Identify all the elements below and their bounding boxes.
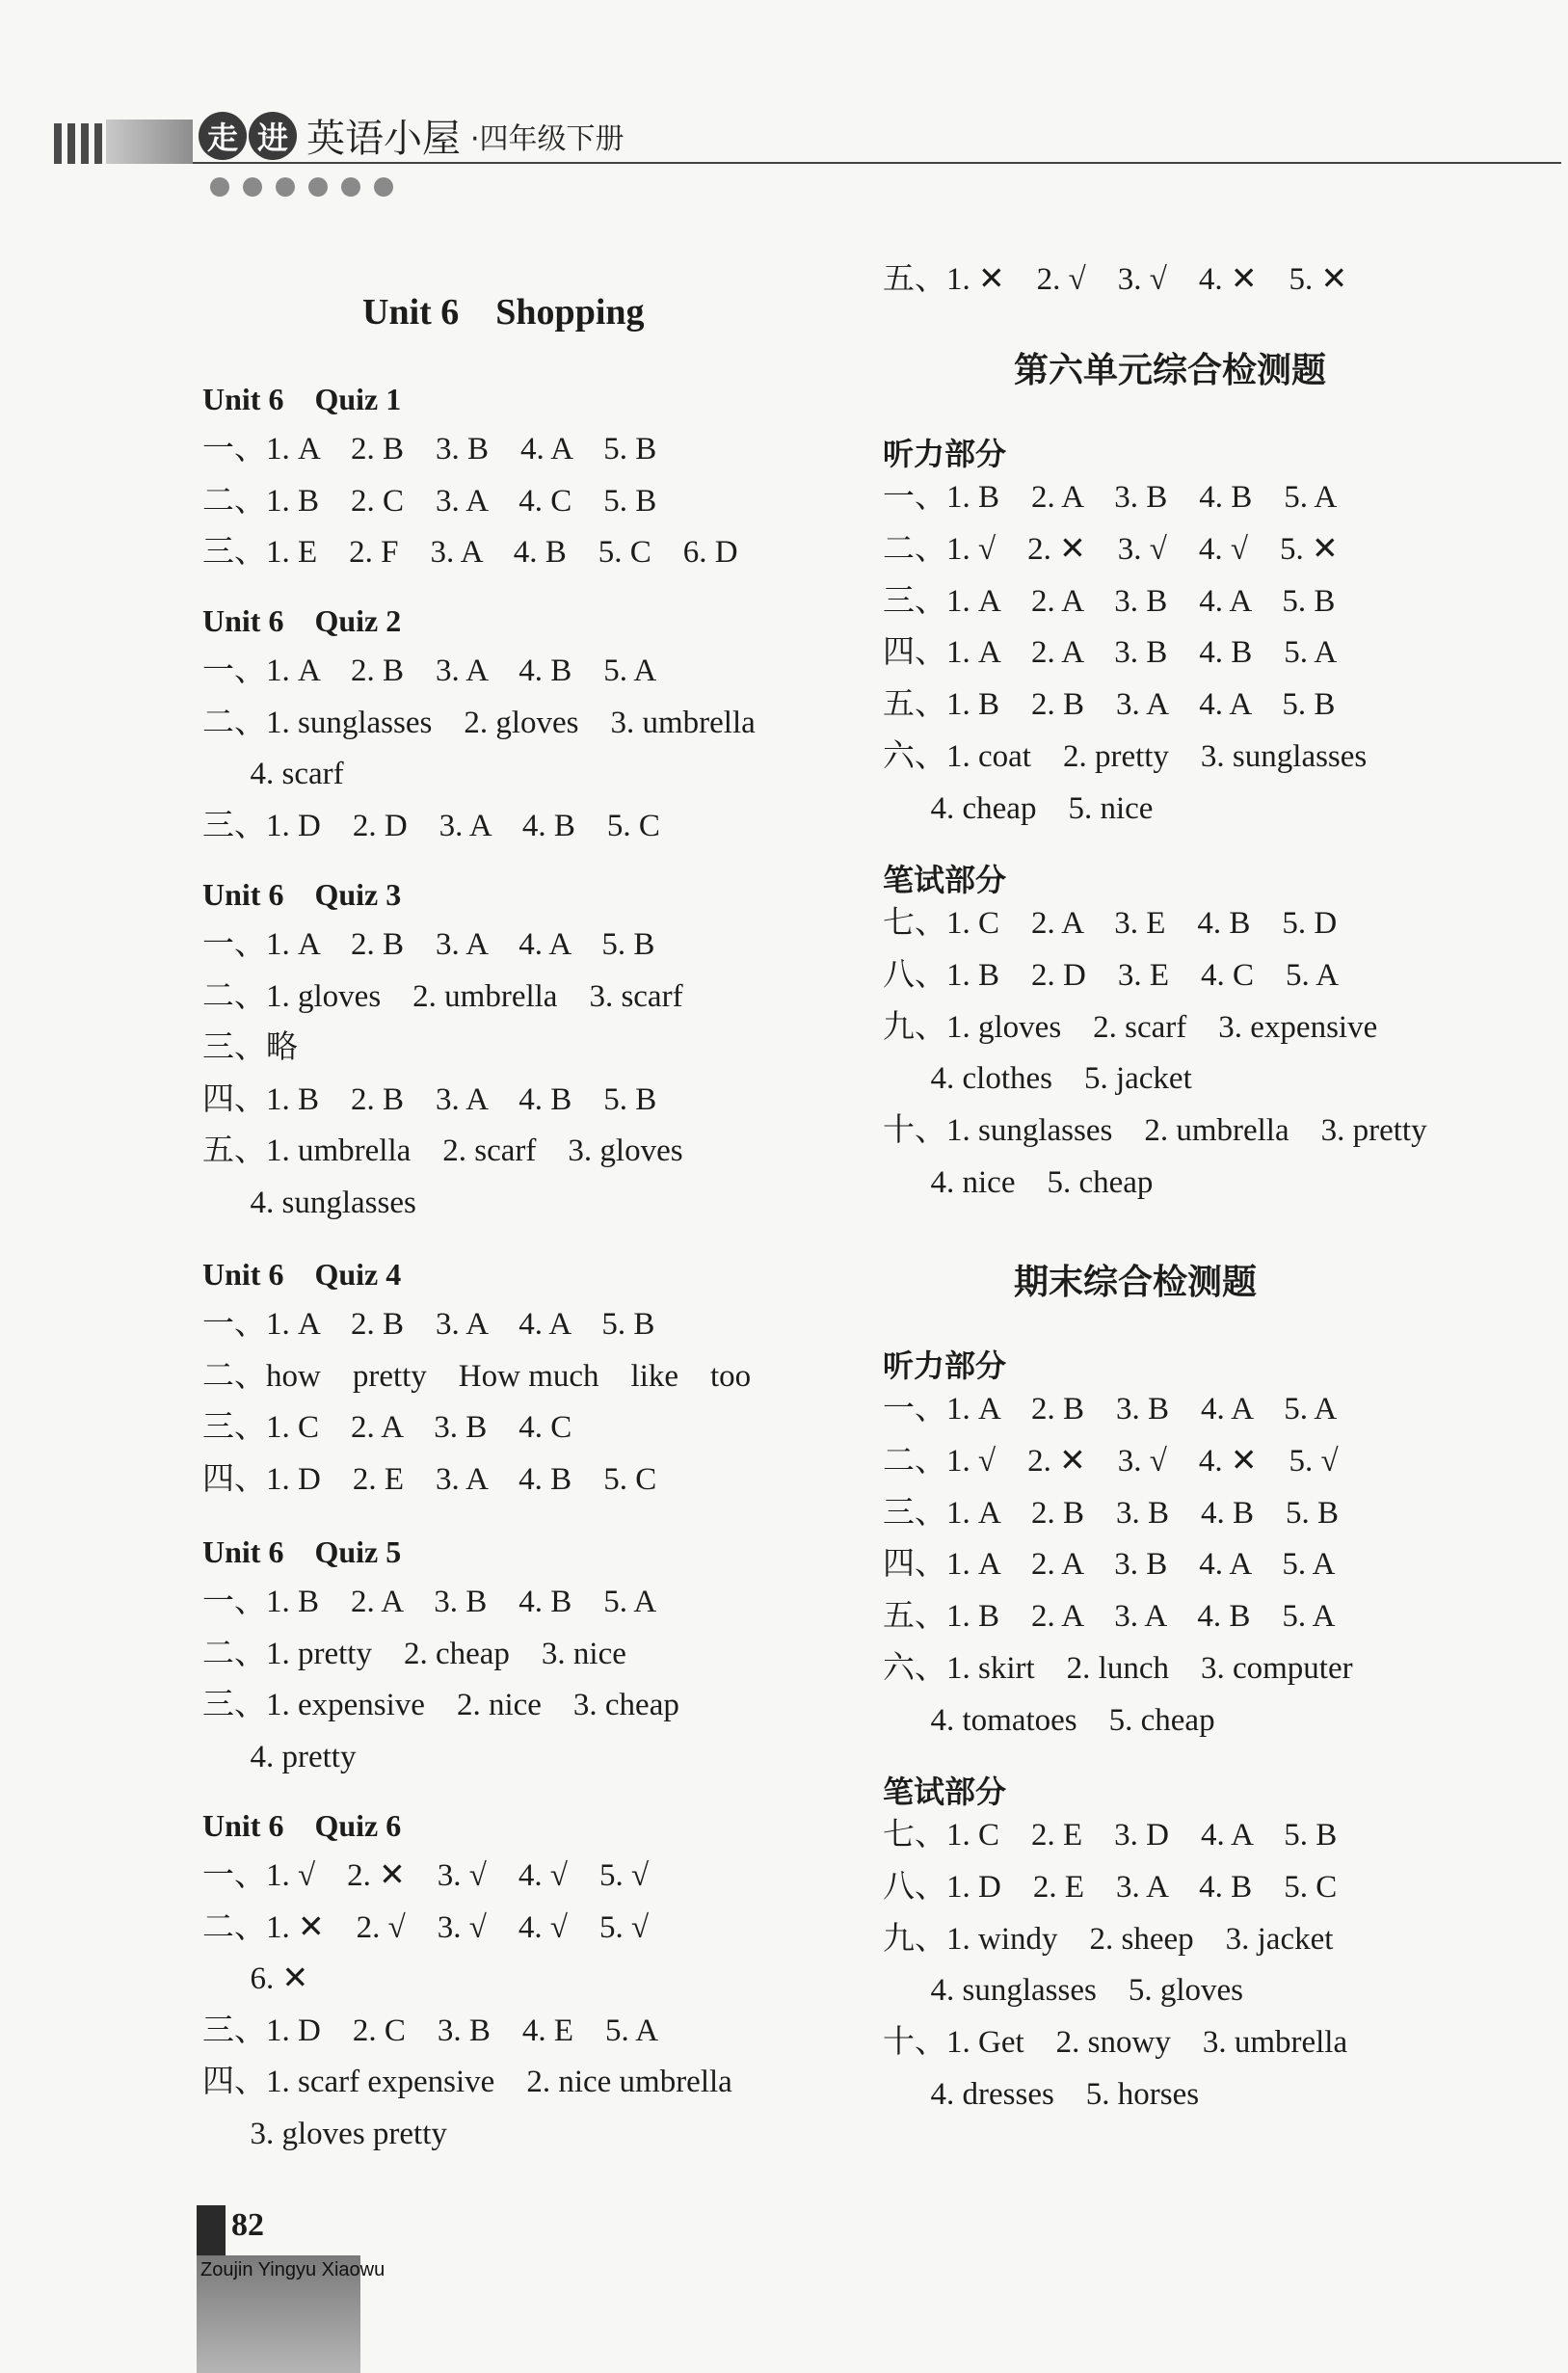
answer-line: 三、略 <box>202 1030 298 1065</box>
answer-line: 六、1. skirt 2. lunch 3. computer <box>883 1651 1353 1686</box>
answer-line: 三、1. C 2. A 3. B 4. C <box>202 1410 572 1445</box>
section-title: 期末综合检测题 <box>1014 1263 1258 1302</box>
answer-line: 4. pretty <box>202 1739 357 1774</box>
answer-line: 4. dresses 5. horses <box>883 2077 1200 2112</box>
answer-line: 四、1. A 2. A 3. B 4. A 5. A <box>883 1547 1336 1583</box>
answer-line: 三、1. E 2. F 3. A 4. B 5. C 6. D <box>202 535 738 570</box>
answer-line: 四、1. D 2. E 3. A 4. B 5. C <box>202 1461 657 1497</box>
answer-line: 十、1. Get 2. snowy 3. umbrella <box>883 2025 1348 2061</box>
section-title: 第六单元综合检测题 <box>1014 351 1327 390</box>
header-dots <box>210 177 393 197</box>
quiz-title: Unit 6 Quiz 4 <box>202 1257 402 1292</box>
answer-line: 三、1. D 2. C 3. B 4. E 5. A <box>202 2013 659 2048</box>
answer-line: 4. cheap 5. nice <box>883 790 1154 826</box>
answer-line: 3. gloves pretty <box>202 2116 447 2151</box>
logo-char-1: 走 <box>199 112 247 160</box>
answer-line: 4. clothes 5. jacket <box>883 1061 1192 1097</box>
answer-line: 四、1. B 2. B 3. A 4. B 5. B <box>202 1081 657 1117</box>
answer-line: 4. sunglasses 5. gloves <box>883 1973 1243 2009</box>
footer-publisher: Zoujin Yingyu Xiaowu <box>200 2259 385 2280</box>
answer-line: 4. sunglasses <box>202 1185 416 1220</box>
answer-line: 一、1. A 2. B 3. B 4. A 5. B <box>202 432 657 467</box>
answer-line: 三、1. A 2. A 3. B 4. A 5. B <box>883 583 1336 619</box>
quiz-title: Unit 6 Quiz 5 <box>202 1534 402 1569</box>
answer-line: 七、1. C 2. A 3. E 4. B 5. D <box>883 906 1338 941</box>
header-bar <box>106 120 193 164</box>
logo-char-2: 进 <box>249 112 297 160</box>
quiz-title: Unit 6 Quiz 6 <box>202 1808 402 1843</box>
answer-line: 十、1. sunglasses 2. umbrella 3. pretty <box>883 1113 1427 1149</box>
answer-line: 二、1. ✕ 2. √ 3. √ 4. √ 5. √ <box>202 1909 650 1945</box>
answer-line: 九、1. windy 2. sheep 3. jacket <box>883 1921 1334 1957</box>
answer-line: 二、how pretty How much like too <box>202 1358 752 1394</box>
answer-line: 四、1. A 2. A 3. B 4. B 5. A <box>883 635 1338 671</box>
quiz-title: Unit 6 Quiz 1 <box>202 382 402 416</box>
answer-line: 6. ✕ <box>202 1961 309 1996</box>
answer-line: 四、1. scarf expensive 2. nice umbrella <box>202 2065 732 2099</box>
answer-line: 一、1. B 2. A 3. B 4. B 5. A <box>202 1585 657 1619</box>
quiz-title: Unit 6 Quiz 2 <box>202 603 402 638</box>
page-number: 82 <box>231 2207 264 2243</box>
answer-line: 二、1. √ 2. ✕ 3. √ 4. √ 5. ✕ <box>883 531 1339 567</box>
answer-line: 七、1. C 2. E 3. D 4. A 5. B <box>883 1818 1338 1853</box>
part-title: 听力部分 <box>883 1347 1007 1384</box>
answer-line: 二、1. pretty 2. cheap 3. nice <box>202 1636 626 1671</box>
page-number-marker <box>197 2205 226 2255</box>
book-grade: ·四年级下册 <box>470 121 625 156</box>
answer-line: 三、1. expensive 2. nice 3. cheap <box>202 1688 679 1722</box>
answer-line: 二、1. √ 2. ✕ 3. √ 4. ✕ 5. √ <box>883 1443 1339 1479</box>
answer-line: 4. tomatoes 5. cheap <box>883 1702 1215 1738</box>
answer-line: 八、1. B 2. D 3. E 4. C 5. A <box>883 957 1340 993</box>
answer-line: 一、1. B 2. A 3. B 4. B 5. A <box>883 480 1338 515</box>
answer-line: 五、1. B 2. A 3. A 4. B 5. A <box>883 1599 1336 1635</box>
quiz-title: Unit 6 Quiz 3 <box>202 877 402 912</box>
answer-line: 九、1. gloves 2. scarf 3. expensive <box>883 1009 1378 1045</box>
answer-line: 六、1. coat 2. pretty 3. sunglasses <box>883 739 1368 774</box>
answer-line: 4. scarf <box>202 757 344 791</box>
answer-line: 五、1. B 2. B 3. A 4. A 5. B <box>883 687 1336 723</box>
answer-line: 一、1. A 2. B 3. B 4. A 5. A <box>883 1392 1338 1426</box>
answer-line: 五、1. umbrella 2. scarf 3. gloves <box>202 1133 683 1168</box>
answer-line: 五、1. ✕ 2. √ 3. √ 4. ✕ 5. ✕ <box>883 262 1348 297</box>
book-name: 英语小屋 <box>306 117 461 161</box>
answer-line: 一、1. √ 2. ✕ 3. √ 4. √ 5. √ <box>202 1858 650 1893</box>
answer-line: 三、1. A 2. B 3. B 4. B 5. B <box>883 1495 1340 1531</box>
answer-line: 二、1. B 2. C 3. A 4. C 5. B <box>202 483 657 519</box>
part-title: 笔试部分 <box>883 1773 1007 1810</box>
answer-line: 二、1. gloves 2. umbrella 3. scarf <box>202 978 683 1014</box>
header-title <box>199 108 625 163</box>
answer-line: 一、1. A 2. B 3. A 4. B 5. A <box>202 653 657 688</box>
part-title: 听力部分 <box>883 436 1007 472</box>
answer-line: 八、1. D 2. E 3. A 4. B 5. C <box>883 1869 1338 1905</box>
answer-line: 一、1. A 2. B 3. A 4. A 5. B <box>202 927 655 962</box>
answer-line: 一、1. A 2. B 3. A 4. A 5. B <box>202 1307 655 1342</box>
answer-line: 4. nice 5. cheap <box>883 1165 1154 1200</box>
answer-line: 三、1. D 2. D 3. A 4. B 5. C <box>202 808 660 843</box>
unit-title: Unit 6 Shopping <box>362 292 645 333</box>
part-title: 笔试部分 <box>883 862 1007 898</box>
answer-line: 二、1. sunglasses 2. gloves 3. umbrella <box>202 705 756 740</box>
